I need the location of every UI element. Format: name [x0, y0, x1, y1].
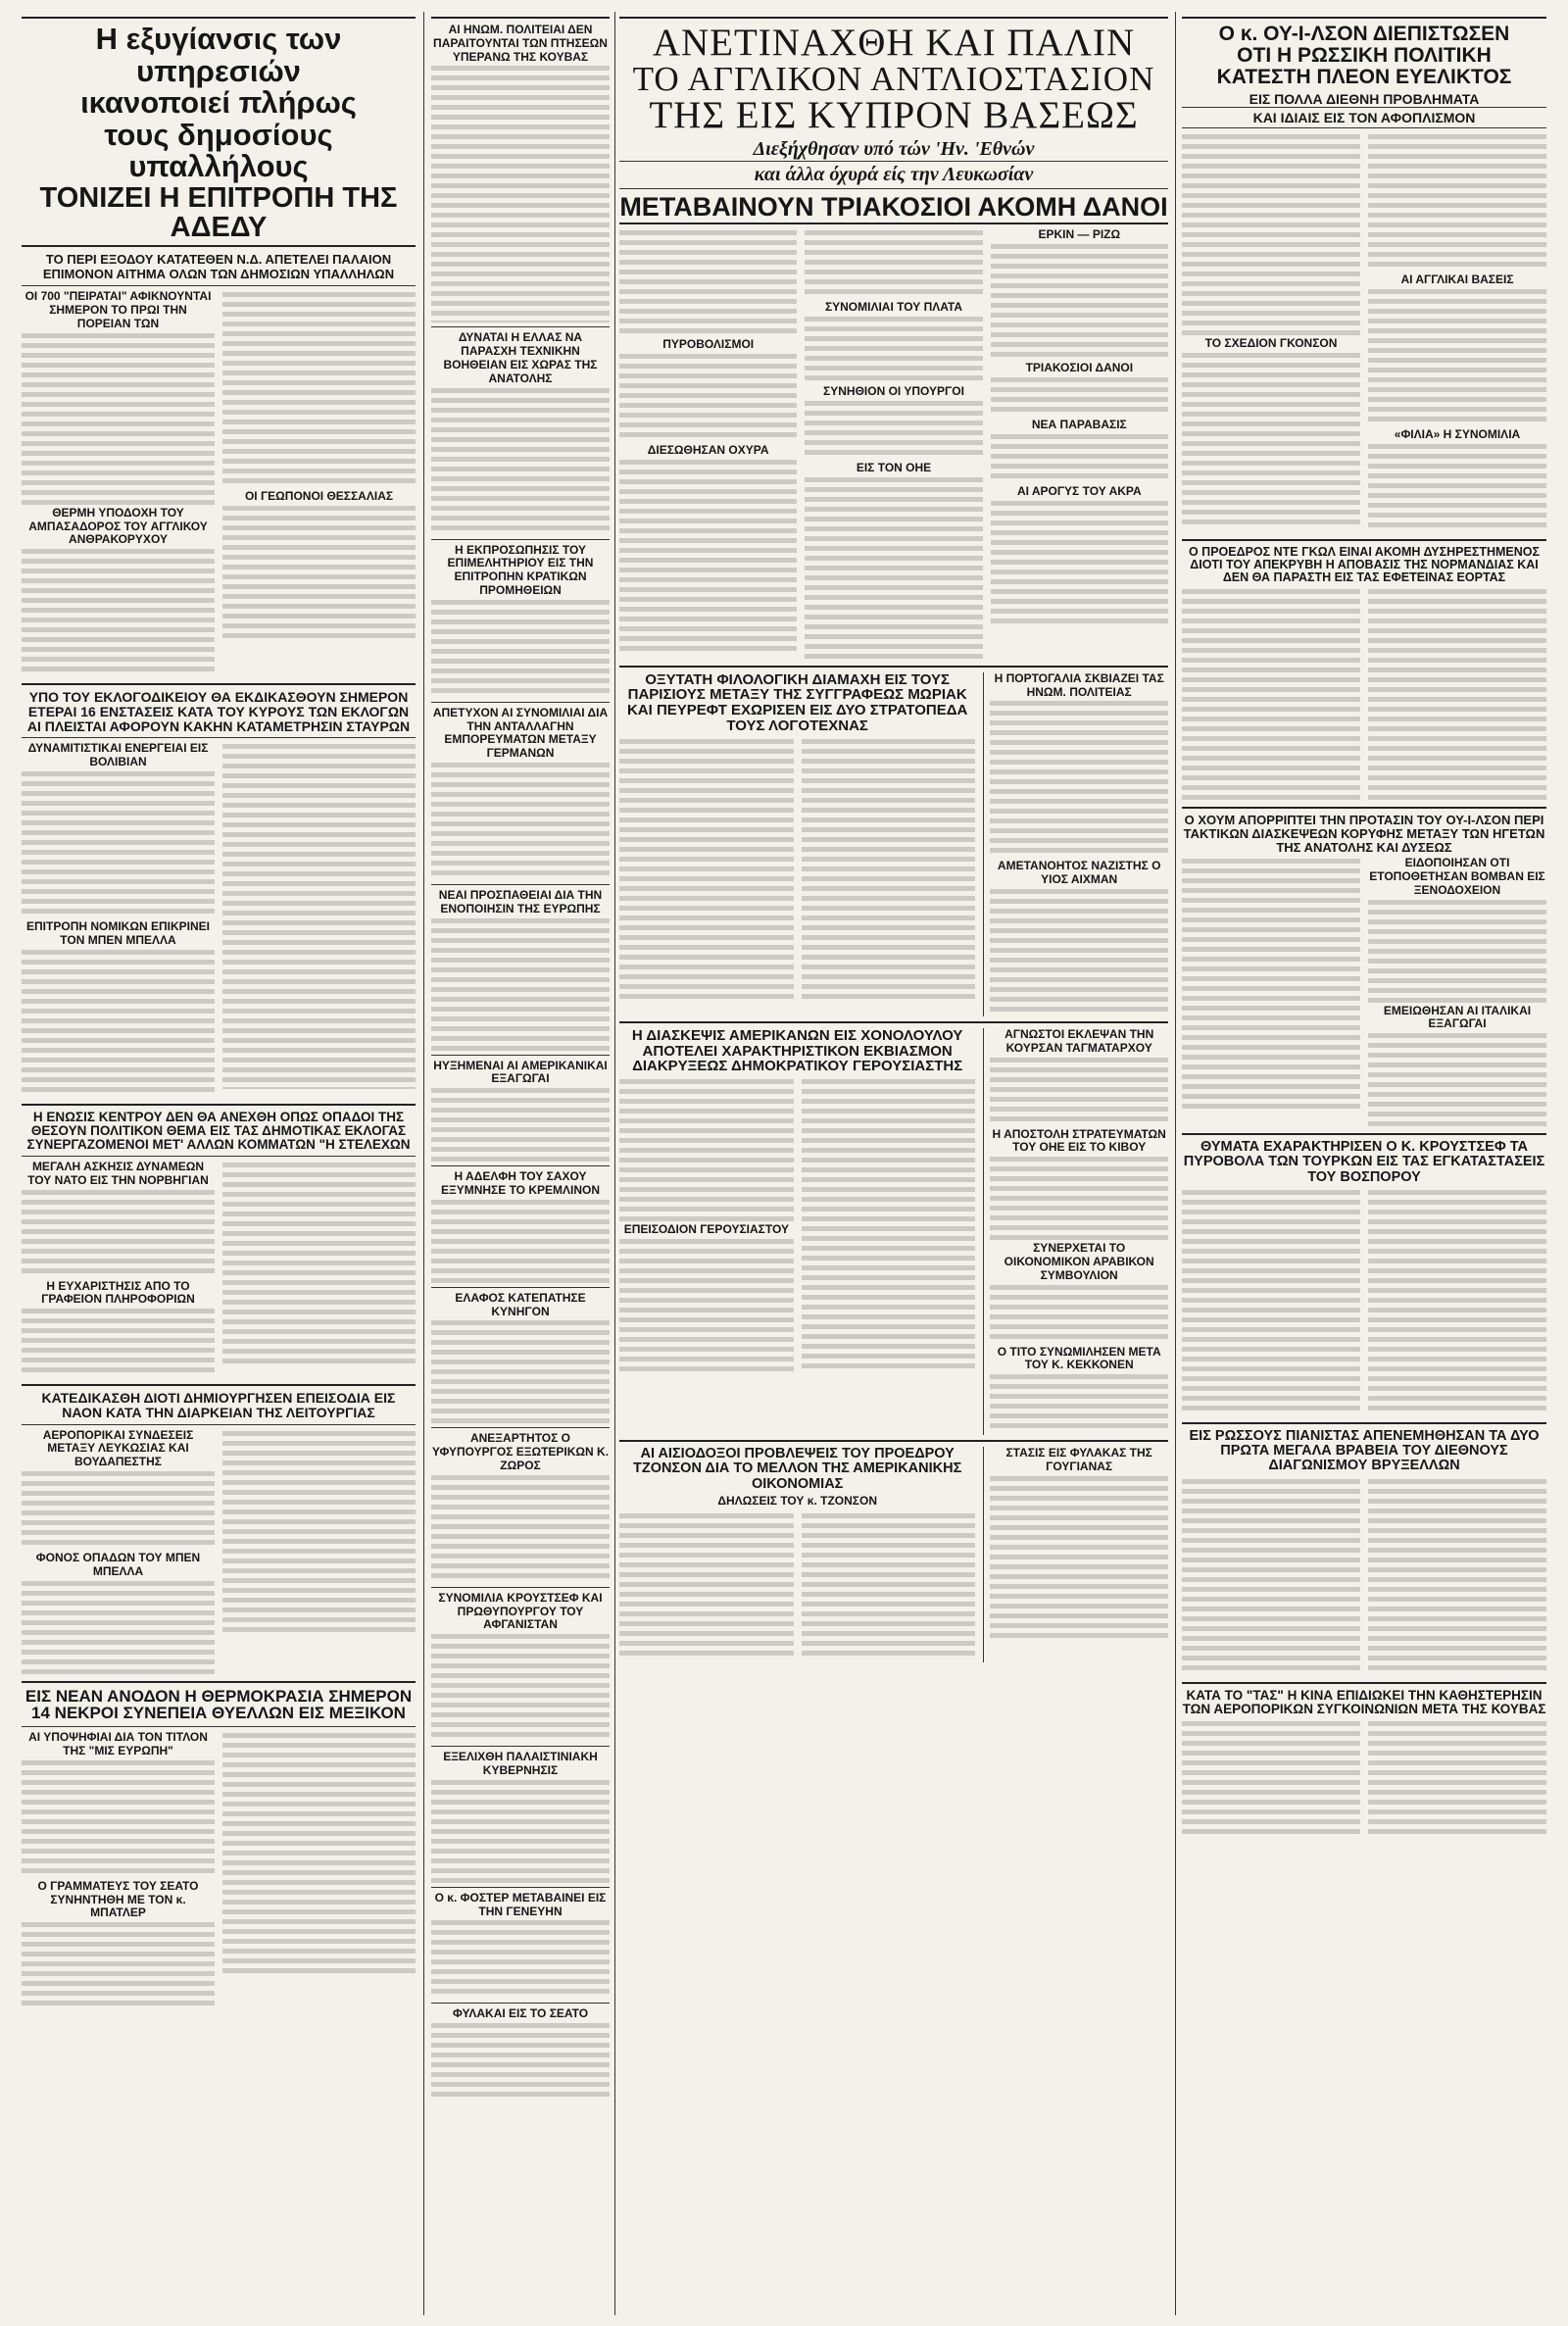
- article-body: [431, 1920, 610, 1999]
- article-body: [222, 292, 416, 488]
- article-body: [1368, 289, 1546, 426]
- headline: ΥΠΟ ΤΟΥ ΕΚΛΟΓΟΔΙΚΕΙΟΥ ΘΑ ΕΚΔΙΚΑΣΘΟΥΝ ΣΗΜΕΡΟΝ ΕΤΕΡΑΙ 16 ΕΝΣΤΑΣΕΙΣ ΚΑΤΑ ΤΟΥ ΚΥΡΟΥΣ ΤΩΝ ΕΚΛΟΓΩΝ ΑΙ ΠΛΕΙΣΤΑΙ ΑΦΟΡΟΥΝ ΚΑΚΗΝ ΚΑΤΑΜΕΤΡΗΣΙΝ ΣΤΑΥΡΩΝ: [26, 689, 411, 734]
- article-body: [222, 744, 416, 1089]
- article-body: [431, 2023, 610, 2102]
- article-heading: Ο ΓΡΑΜΜΑΤΕΥΣ ΤΟΥ ΣΕΑΤΟ ΣΥΝΗΝΤΗΘΗ ΜΕ ΤΟΝ κ. ΜΠΑΤΛΕΡ: [37, 1878, 199, 1920]
- article-body: [802, 1513, 976, 1660]
- headline: Η εξυγίανσις των υπηρεσιών: [95, 22, 342, 88]
- article-body: [990, 701, 1168, 858]
- article-heading: Η ΠΟΡΤΟΓΑΛΙΑ ΣΚΒΙΑΖΕΙ ΤΑΣ ΗΝΩΜ. ΠΟΛΙΤΕΙΑΣ: [994, 670, 1164, 699]
- headline: ικανοποιεί πλήρως: [80, 85, 357, 121]
- article-heading: Η ΕΥΧΑΡΙΣΤΗΣΙΣ ΑΠΟ ΤΟ ΓΡΑΦΕΙΟΝ ΠΛΗΡΟΦΟΡΙΩΝ: [41, 1278, 195, 1307]
- headline: Ο ΧΟΥΜ ΑΠΟΡΡΙΠΤΕΙ ΤΗΝ ΠΡΟΤΑΣΙΝ ΤΟΥ ΟΥ-Ι-ΛΣΟΝ ΠΕΡΙ ΤΑΚΤΙΚΩΝ ΔΙΑΣΚΕΨΕΩΝ ΚΟΡΥΦΗΣ ΜΕΤΑΞΥ ΤΩΝ ΗΓΕΤΩΝ ΤΗΣ ΑΝΑΤΟΛΗΣ ΚΑΙ ΔΥΣΕΩΣ: [1183, 813, 1545, 855]
- article-body: [1182, 589, 1360, 800]
- article-body: [1368, 1479, 1546, 1675]
- article-body: [22, 1471, 215, 1550]
- article-body: [805, 477, 982, 659]
- article-heading: ΑΕΡΟΠΟΡΙΚΑΙ ΣΥΝΔΕΣΕΙΣ ΜΕΤΑΞΥ ΛΕΥΚΩΣΙΑΣ ΚΑΙ ΒΟΥΔΑΠΕΣΤΗΣ: [42, 1427, 194, 1469]
- article-body: [431, 1200, 610, 1283]
- headline: ΕΙΣ ΡΩΣΣΟΥΣ ΠΙΑΝΙΣΤΑΣ ΑΠΕΝΕΜΗΘΗΣΑΝ ΤΑ ΔΥΟ ΠΡΩΤΑ ΜΕΓΑΛΑ ΒΡΑΒΕΙΑ ΤΟΥ ΔΙΕΘΝΟΥΣ ΔΙΑΓΩΝΙΣΜΟΥ ΒΡΥΞΕΛΛΩΝ: [1189, 1427, 1540, 1474]
- newspaper-page: [22, 12, 1546, 2315]
- article-body: [805, 230, 982, 299]
- column-3: [619, 12, 1168, 2315]
- article-body: [22, 1581, 215, 1674]
- article-body: [431, 66, 610, 322]
- headline: Ο κ. ΟΥ-Ι-ΛΣΟΝ ΔΙΕΠΙΣΤΩΣΕΝ: [1218, 23, 1510, 45]
- headline: ΑΝΕΤΙΝΑΧΘΗ ΚΑΙ ΠΑΛΙΝ: [652, 22, 1136, 64]
- article-body: [619, 230, 797, 336]
- article-heading: ΟΙ 700 "ΠΕΙΡΑΤΑΙ" ΑΦΙΚΝΟΥΝΤΑΙ ΣΗΜΕΡΟΝ ΤΟ ΠΡΩΙ ΤΗΝ ΠΟΡΕΙΑΝ ΤΩΝ: [24, 289, 212, 331]
- article-body: [1182, 859, 1360, 1109]
- column-rule: [614, 12, 615, 2315]
- article-heading: ΠΥΡΟΒΟΛΙΣΜΟΙ: [662, 337, 755, 352]
- headline: ΟΞΥΤΑΤΗ ΦΙΛΟΛΟΓΙΚΗ ΔΙΑΜΑΧΗ ΕΙΣ ΤΟΥΣ ΠΑΡΙΣΙΟΥΣ ΜΕΤΑΞΥ ΤΗΣ ΣΥΓΓΡΑΦΕΩΣ ΜΩΡΙΑΚ ΚΑΙ ΠΕΥΡΕΦΤ ΕΧΩΡΙΣΕΝ ΕΙΣ ΔΥΟ ΣΤΡΑΤΟΠΕΔΑ ΤΟΥΣ ΛΟΓΟΤΕΧΝΑΣ: [626, 670, 968, 734]
- article-heading: ΑΙ ΗΝΩΜ. ΠΟΛΙΤΕΙΑΙ ΔΕΝ ΠΑΡΑΙΤΟΥΝΤΑΙ ΤΩΝ ΠΤΗΣΕΩΝ ΥΠΕΡΑΝΩ ΤΗΣ ΚΟΥΒΑΣ: [433, 23, 608, 64]
- article-body: [431, 1780, 610, 1883]
- article-heading: ΟΙ ΓΕΩΠΟΝΟΙ ΘΕΣΣΑΛΙΑΣ: [244, 489, 394, 504]
- article-body: [431, 388, 610, 535]
- article-heading: ΑΙ ΑΡΟΓΥΣ ΤΟΥ ΑΚΡΑ: [1016, 483, 1142, 498]
- article-heading: ΦΟΝΟΣ ΟΠΑΔΩΝ ΤΟΥ ΜΠΕΝ ΜΠΕΛΛΑ: [35, 1550, 201, 1578]
- article-heading: ΝΕΑ ΠΑΡΑΒΑΣΙΣ: [1031, 417, 1127, 431]
- article-heading: ΤΡΙΑΚΟΣΙΟΙ ΔΑΝΟΙ: [1025, 361, 1134, 375]
- article-heading: ΣΥΝΟΜΙΛΙΑ ΚΡΟΥΣΤΣΕΦ ΚΑΙ ΠΡΩΘΥΠΟΥΡΓΟΥ ΤΟΥ ΑΦΓΑΝΙΣΤΑΝ: [438, 1590, 603, 1632]
- article-heading: Η ΑΠΟΣΤΟΛΗ ΣΤΡΑΤΕΥΜΑΤΩΝ ΤΟΥ ΟΗΕ ΕΙΣ ΤΟ ΚΙΒΟΥ: [992, 1126, 1166, 1155]
- article-body: [222, 1163, 416, 1368]
- article-heading: ΣΤΑΣΙΣ ΕΙΣ ΦΥΛΑΚΑΣ ΤΗΣ ΓΟΥΓΙΑΝΑΣ: [1005, 1446, 1152, 1473]
- article-heading: ΑΙ ΑΓΓΛΙΚΑΙ ΒΑΣΕΙΣ: [1400, 272, 1514, 287]
- article-heading: ΕΡΚΙΝ — ΡΙΖΩ: [1038, 227, 1121, 242]
- article-body: [619, 739, 794, 999]
- article-heading: Η ΕΚΠΡΟΣΩΠΗΣΙΣ ΤΟΥ ΕΠΙΜΕΛΗΤΗΡΙΟΥ ΕΙΣ ΤΗΝ ΕΠΙΤΡΟΠΗΝ ΚΡΑΤΙΚΩΝ ΠΡΟΜΗΘΕΙΩΝ: [447, 542, 594, 597]
- article-body: [805, 401, 982, 460]
- article-heading: ΕΙΣ ΤΟΝ ΟΗΕ: [856, 460, 932, 474]
- article-body: [619, 354, 797, 442]
- article-heading: ΕΠΙΤΡΟΠΗ ΝΟΜΙΚΩΝ ΕΠΙΚΡΙΝΕΙ ΤΟΝ ΜΠΕΝ ΜΠΕΛΛΑ: [26, 918, 210, 947]
- headline: ΤΟΝΙΖΕΙ Η ΕΠΙΤΡΟΠΗ ΤΗΣ ΑΔΕΔΥ: [22, 183, 416, 247]
- article-heading: ΑΓΝΩΣΤΟΙ ΕΚΛΕΨΑΝ ΤΗΝ ΚΟΥΡΣΑΝ ΤΑΓΜΑΤΑΡΧΟΥ: [1004, 1026, 1154, 1055]
- article-body: [222, 1733, 416, 1978]
- headline: ΚΑΤΑ ΤΟ "ΤΑΣ" Η ΚΙΝΑ ΕΠΙΔΙΩΚΕΙ ΤΗΝ ΚΑΘΗΣΤΕΡΗΣΙΝ ΤΩΝ ΑΕΡΟΠΟΡΙΚΩΝ ΣΥΓΚΟΙΝΩΝΙΩΝ ΜΕΤΑ ΤΗΣ ΚΟΥΒΑΣ: [1182, 1687, 1546, 1716]
- article-body: [22, 950, 215, 1097]
- article-heading: ΑΙ ΥΠΟΨΗΦΙΑΙ ΔΙΑ ΤΟΝ ΤΙΤΛΟΝ ΤΗΣ "ΜΙΣ ΕΥΡΩΠΗ": [28, 1730, 208, 1758]
- article-heading: Η ΑΔΕΛΦΗ ΤΟΥ ΣΑΧΟΥ ΕΞΥΜΝΗΣΕ ΤΟ ΚΡΕΜΛΙΝΟΝ: [440, 1169, 601, 1197]
- article-body: [22, 549, 215, 676]
- headline: Η ΕΝΩΣΙΣ ΚΕΝΤΡΟΥ ΔΕΝ ΘΑ ΑΝΕΧΘΗ ΟΠΩΣ ΟΠΑΔΟΙ ΤΗΣ ΘΕΣΟΥΝ ΠΟΛΙΤΙΚΟΝ ΘΕΜΑ ΕΙΣ ΤΑΣ ΔΗΜΟΤΙΚΑΣ ΕΚΛΟΓΑΣ ΣΥΝΕΡΓΑΖΟΜΕΝΟΙ ΜΕΤ' ΑΛΛΩΝ ΚΟΜΜΑΤΩΝ "Η ΣΤΕΛΕΧΩΝ: [26, 1109, 411, 1152]
- article-body: [431, 600, 610, 698]
- article-body: [1368, 444, 1546, 532]
- column-rule: [423, 12, 424, 2315]
- article-heading: ΔΗΛΩΣΕΙΣ ΤΟΥ κ. ΤΖΟΝΣΟΝ: [717, 1493, 877, 1508]
- article-heading: ΜΕΓΑΛΗ ΑΣΚΗΣΙΣ ΔΥΝΑΜΕΩΝ ΤΟΥ ΝΑΤΟ ΕΙΣ ΤΗΝ ΝΟΡΒΗΓΙΑΝ: [27, 1160, 209, 1187]
- article-body: [805, 317, 982, 383]
- article-body: [619, 460, 797, 651]
- article-body: [619, 1239, 794, 1376]
- article-body: [222, 1431, 416, 1637]
- article-heading: ΑΠΕΤΥΧΟΝ ΑΙ ΣΥΝΟΜΙΛΙΑΙ ΔΙΑ ΤΗΝ ΑΝΤΑΛΛΑΓΗΝ ΕΜΠΟΡΕΥΜΑΤΩΝ ΜΕΤΑΞΥ ΓΕΡΜΑΝΩΝ: [432, 705, 609, 761]
- article-body: [431, 1320, 610, 1423]
- article-heading: ΝΕΑΙ ΠΡΟΣΠΑΘΕΙΑΙ ΔΙΑ ΤΗΝ ΕΝΟΠΟΙΗΣΙΝ ΤΗΣ ΕΥΡΩΠΗΣ: [438, 887, 603, 916]
- article-heading: ΕΜΕΙΩΘΗΣΑΝ ΑΙ ΙΤΑΛΙΚΑΙ ΕΞΑΓΩΓΑΙ: [1383, 1003, 1532, 1031]
- headline: ΘΥΜΑΤΑ ΕΧΑΡΑΚΤΗΡΙΣΕΝ Ο Κ. ΚΡΟΥΣΤΣΕΦ ΤΑ ΠΥΡΟΒΟΛΑ ΤΩΝ ΤΟΥΡΚΩΝ ΕΙΣ ΤΑΣ ΕΓΚΑΤΑΣΤΑΣΕΙΣ ΤΟΥ ΒΟΣΠΟΡΟΥ: [1183, 1139, 1545, 1185]
- article-body: [1368, 134, 1546, 272]
- article-body: [991, 501, 1168, 626]
- headline: τους δημοσίους υπαλλήλους: [104, 117, 333, 184]
- article-body: [619, 1079, 794, 1221]
- article-heading: ΤΟ ΣΧΕΔΙΟΝ ΓΚΟΝΣΟΝ: [1204, 336, 1338, 351]
- article-body: [991, 377, 1168, 417]
- article-body: [1182, 1479, 1360, 1675]
- article-heading: ΦΥΛΑΚΑΙ ΕΙΣ ΤΟ ΣΕΑΤΟ: [452, 2006, 589, 2021]
- headline: ΕΙΣ ΝΕΑΝ ΑΝΟΔΟΝ Η ΘΕΡΜΟΚΡΑΣΙΑ ΣΗΜΕΡΟΝ 14 ΝΕΚΡΟΙ ΣΥΝΕΠΕΙΑ ΘΥΕΛΛΩΝ ΕΙΣ ΜΕΞΙΚΟΝ: [24, 1686, 413, 1723]
- article-body: [22, 1309, 215, 1377]
- article-body: [1182, 1190, 1360, 1415]
- article-body: [22, 333, 215, 505]
- article-heading: ΣΥΝΗΘΙΟΝ ΟΙ ΥΠΟΥΡΓΟΙ: [823, 384, 964, 399]
- article-body: [1182, 134, 1360, 335]
- article-heading: ΕΛΑΦΟΣ ΚΑΤΕΠΑΤΗΣΕ ΚΥΝΗΓΟΝ: [455, 1290, 586, 1318]
- headline: ΚΑΤΕΔΙΚΑΣΘΗ ΔΙΟΤΙ ΔΗΜΙΟΥΡΓΗΣΕΝ ΕΠΕΙΣΟΔΙΑ ΕΙΣ ΝΑΟΝ ΚΑΤΑ ΤΗΝ ΔΙΑΡΚΕΙΑΝ ΤΗΣ ΛΕΙΤΟΥΡΓΙΑΣ: [41, 1390, 396, 1420]
- article-heading: ΘΕΡΜΗ ΥΠΟΔΟΧΗ ΤΟΥ ΑΜΠΑΣΑΔΟΡΟΣ ΤΟΥ ΑΓΓΛΙΚΟΥ ΑΝΘΡΑΚΟΡΥΧΟΥ: [28, 505, 208, 547]
- article-heading: ΑΜΕΤΑΝΟΗΤΟΣ ΝΑΖΙΣΤΗΣ Ο ΥΙΟΣ ΑΙΧΜΑΝ: [997, 859, 1161, 887]
- article-body: [990, 1374, 1168, 1433]
- article-heading: ΔΙΕΣΩΘΗΣΑΝ ΟΧΥΡΑ: [647, 443, 769, 458]
- article-heading: ΕΠΕΙΣΟΔΙΟΝ ΓΕΡΟΥΣΙΑΣΤΟΥ: [623, 1222, 789, 1237]
- headline: Ο ΠΡΟΕΔΡΟΣ ΝΤΕ ΓΚΩΛ ΕΙΝΑΙ ΑΚΟΜΗ ΔΥΣΗΡΕΣΤΗΜΕΝΟΣ ΔΙΟΤΙ ΤΟΥ ΑΠΕΚΡΥΒΗ Η ΑΠΟΒΑΣΙΣ ΤΗΣ ΝΟΡΜΑΝΔΙΑΣ ΚΑΙ ΔΕΝ ΘΑ ΠΑΡΑΣΤΗ ΕΙΣ ΤΑΣ ΕΦΕΤΕΙΝΑΣ ΕΟΡΤΑΣ: [1188, 544, 1541, 585]
- article-body: [991, 434, 1168, 483]
- article-body: [431, 1634, 610, 1742]
- headline: ΤΗΣ ΕΙΣ ΚΥΠΡΟΝ ΒΑΣΕΩΣ: [649, 94, 1139, 136]
- headline: ΑΙ ΑΙΣΙΟΔΟΞΟΙ ΠΡΟΒΛΕΨΕΙΣ ΤΟΥ ΠΡΟΕΔΡΟΥ ΤΖΟΝΣΟΝ ΔΙΑ ΤΟ ΜΕΛΛΟΝ ΤΗΣ ΑΜΕΡΙΚΑΝΙΚΗΣ ΟΙΚΟΝΟΜΙΑΣ: [633, 1446, 962, 1492]
- subheadline: ΤΟ ΠΕΡΙ ΕΞΟΔΟΥ ΚΑΤΑΤΕΘΕΝ Ν.Δ. ΑΠΕΤΕΛΕΙ ΠΑΛΑΙΟΝ ΕΠΙΜΟΝΟΝ ΑΙΤΗΜΑ ΟΛΩΝ ΤΩΝ ΔΗΜΟΣΙΩΝ ΥΠΑΛΛΗΛΩΝ: [42, 251, 395, 281]
- column-4: [1182, 12, 1546, 2315]
- article-heading: Ο κ. ΦΟΣΤΕΡ ΜΕΤΑΒΑΙΝΕΙ ΕΙΣ ΤΗΝ ΓΕΝΕΥΗΝ: [434, 1890, 607, 1918]
- article-body: [1182, 1721, 1360, 1839]
- subheadline: ΚΑΙ ΙΔΙΑΙΣ ΕΙΣ ΤΟΝ ΑΦΟΠΛΙΣΜΟΝ: [1182, 107, 1546, 128]
- article-body: [1182, 353, 1360, 529]
- article-body: [802, 739, 976, 999]
- article-body: [431, 763, 610, 880]
- subheadline: Διεξήχθησαν υπό τών 'Ην. 'Εθνών: [753, 138, 1035, 160]
- subheadline: και άλλα όχυρά είς την Λευκωσίαν: [619, 161, 1168, 189]
- article-body: [1368, 1033, 1546, 1126]
- article-body: [990, 1058, 1168, 1126]
- headline: Η ΔΙΑΣΚΕΨΙΣ ΑΜΕΡΙΚΑΝΩΝ ΕΙΣ ΧΟΝΟΛΟΥΛΟΥ ΑΠΟΤΕΛΕΙ ΧΑΡΑΚΤΗΡΙΣΤΙΚΟΝ ΕΚΒΙΑΣΜΟΝ ΔΙΑΚΡΥΞΕΩΣ ΔΗΜΟΚΡΑΤΙΚΟΥ ΓΕΡΟΥΣΙΑΣΤΗΣ: [631, 1026, 963, 1075]
- column-1: [22, 12, 416, 2315]
- article-body: [802, 1079, 976, 1373]
- article-heading: ΔΥΝΑΤΑΙ Η ΕΛΛΑΣ ΝΑ ΠΑΡΑΣΧΗ ΤΕΧΝΙΚΗΝ ΒΟΗΘΕΙΑΝ ΕΙΣ ΧΩΡΑΣ ΤΗΣ ΑΝΑΤΟΛΗΣ: [443, 330, 598, 385]
- article-body: [990, 1476, 1168, 1643]
- headline: ΤΟ ΑΓΓΛΙΚΟΝ ΑΝΤΛΙΟΣΤΑΣΙΟΝ: [632, 60, 1155, 98]
- article-body: [22, 1190, 215, 1278]
- article-body: [222, 506, 416, 643]
- article-body: [1368, 900, 1546, 1003]
- headline: ΟΤΙ Η ΡΩΣΣΙΚΗ ΠΟΛΙΤΙΚΗ: [1237, 44, 1492, 68]
- article-body: [22, 1922, 215, 2010]
- subheadline: ΕΙΣ ΠΟΛΛΑ ΔΙΕΘΝΗ ΠΡΟΒΛΗΜΑΤΑ: [1249, 91, 1480, 108]
- article-heading: ΗΥΞΗΜΕΝΑΙ ΑΙ ΑΜΕΡΙΚΑΝΙΚΑΙ ΕΞΑΓΩΓΑΙ: [433, 1058, 608, 1086]
- article-heading: ΔΥΝΑΜΙΤΙΣΤΙΚΑΙ ΕΝΕΡΓΕΙΑΙ ΕΙΣ ΒΟΛΙΒΙΑΝ: [27, 741, 209, 769]
- article-body: [1368, 1721, 1546, 1839]
- article-body: [619, 1513, 794, 1660]
- headline: ΚΑΤΕΣΤΗ ΠΛΕΟΝ ΕΥΕΛΙΚΤΟΣ: [1216, 66, 1512, 89]
- article-body: [431, 1475, 610, 1583]
- article-body: [22, 1760, 215, 1878]
- column-rule: [1175, 12, 1176, 2315]
- column-2: [431, 12, 610, 2315]
- article-heading: Ο ΤΙΤΟ ΣΥΝΩΜΙΛΗΣΕΝ ΜΕΤΑ ΤΟΥ Κ. ΚΕΚΚΟΝΕΝ: [997, 1344, 1161, 1372]
- article-body: [1368, 589, 1546, 800]
- article-heading: ΕΙΔΟΠΟΙΗΣΑΝ ΟΤΙ ΕΤΟΠΟΘΕΤΗΣΑΝ ΒΟΜΒΑΝ ΕΙΣ ΞΕΝΟΔΟΧΕΙΟΝ: [1369, 856, 1545, 897]
- article-heading: ΣΥΝΕΡΧΕΤΑΙ ΤΟ ΟΙΚΟΝΟΜΙΚΟΝ ΑΡΑΒΙΚΟΝ ΣΥΜΒΟΥΛΙΟΝ: [1004, 1241, 1154, 1282]
- article-body: [991, 244, 1168, 360]
- headline: ΜΕΤΑΒΑΙΝΟΥΝ ΤΡΙΑΚΟΣΙΟΙ ΑΚΟΜΗ ΔΑΝΟΙ: [619, 193, 1168, 224]
- article-body: [990, 1157, 1168, 1240]
- article-body: [990, 889, 1168, 1015]
- article-body: [990, 1285, 1168, 1344]
- article-body: [22, 771, 215, 918]
- article-heading: ΕΞΕΛΙΧΘΗ ΠΑΛΑΙΣΤΙΝΙΑΚΗ ΚΥΒΕΡΝΗΣΙΣ: [443, 1750, 598, 1777]
- article-body: [1368, 1190, 1546, 1415]
- article-body: [431, 1088, 610, 1162]
- article-heading: ΣΥΝΟΜΙΛΙΑΙ ΤΟΥ ΠΛΑΤΑ: [824, 300, 963, 315]
- article-heading: «ΦΙΛΙΑ» Η ΣΥΝΟΜΙΛΙΑ: [1394, 427, 1521, 442]
- article-body: [431, 918, 610, 1051]
- article-heading: ΑΝΕΞΑΡΤΗΤΟΣ Ο ΥΦΥΠΟΥΡΓΟΣ ΕΞΩΤΕΡΙΚΩΝ Κ. ΖΩΡΟΣ: [431, 1431, 610, 1472]
